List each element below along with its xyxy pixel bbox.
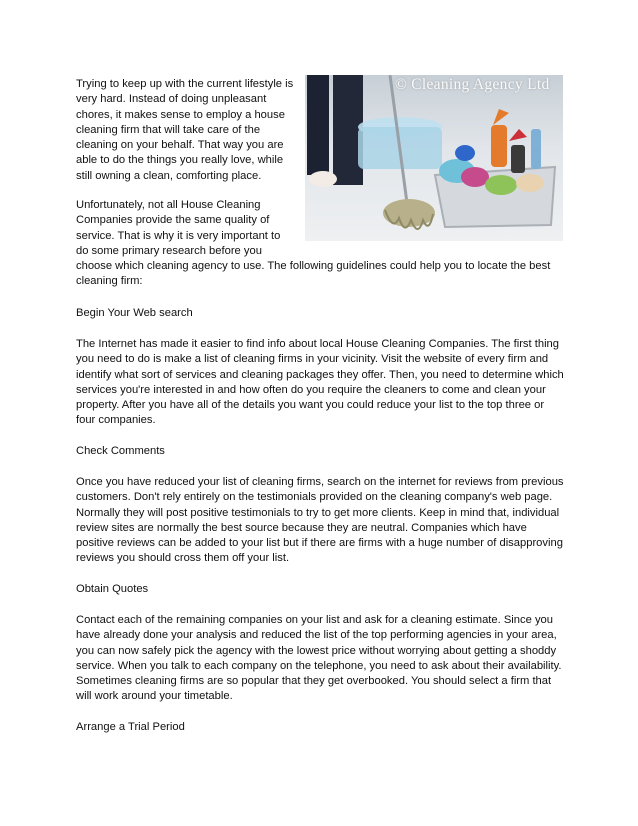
intro-paragraph: Trying to keep up with the current lifestyle is very hard. Instead of doing unpleasant chores, it makes sense to employ a house cleaning firm that will take care of the cleaning on your behalf. That way you are able to do the things you really love, while still owning a clean, comforting place.: [76, 78, 294, 182]
intro-line: Companies provide the same quality of: [76, 214, 270, 227]
section-body: Contact each of the remaining companies on your list and ask for a cleaning estimate. Since you have already done your analysis and reduced the list of the top performing agencies in your area, you can now safely pick the agency with the lowest price without worrying about getting a shoddy service. When you talk to each company on the telephone, you need to ask about their availability. Sometimes cleaning firms are so popular that they get overbooked. You should select a firm that will work around your timetable.: [76, 614, 562, 703]
photo-watermark: © Cleaning Agency Ltd: [395, 76, 550, 93]
section-heading: Obtain Quotes: [76, 583, 149, 595]
intro-line: Unfortunately, not all House Cleaning: [76, 199, 261, 211]
cleaning-supplies-photo: [305, 75, 563, 241]
intro-paragraph-2-rest: choose which cleaning agency to use. The following guidelines could help you to locate the best cleaning firm:: [76, 260, 551, 288]
section-heading: Arrange a Trial Period: [76, 721, 185, 733]
section-heading: Begin Your Web search: [76, 307, 193, 319]
intro-paragraph-2-top: [76, 198, 298, 259]
cleaning-supplies-illustration: [305, 75, 563, 241]
section-body: The Internet has made it easier to find info about local House Cleaning Companies. The first thing you need to do is make a list of cleaning firms in your vicinity. Visit the website of every firm and identify what sort of services and cleaning packages they offer. Then, you need to determine which services you're interested in and how often do you require the cleaners to come and clean your property. After you have all of the details you want you could reduce your list to the top three or four companies.: [76, 338, 564, 427]
intro-line: service. That is why it is very important to: [76, 229, 281, 242]
section-heading: Check Comments: [76, 445, 165, 457]
intro-line: do some primary research before you: [76, 244, 262, 257]
section-body: Once you have reduced your list of cleaning firms, search on the internet for reviews from previous customers. Don't rely entirely on the testimonials provided on the cleaning company's web page. Normally they will post positive testimonials to try to get more clients. Keep in mind that, individual review sites are normally the best source because they are neutral. Companies which have positive reviews can be added to your list but if there are firms with a huge number of disapproving reviews you should cross them off your list.: [76, 476, 564, 565]
